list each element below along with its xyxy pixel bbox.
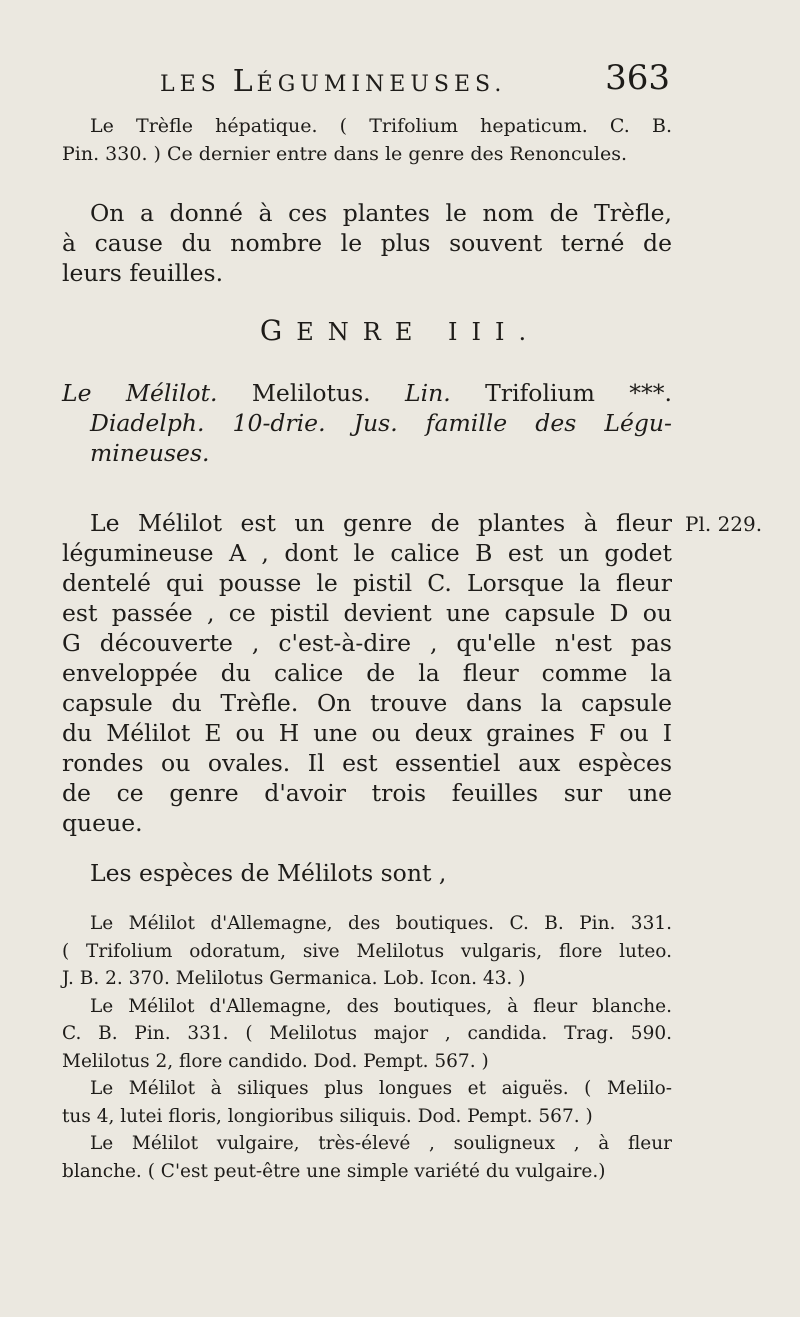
text-line: Les espèces de Mélilots sont , [90,859,447,887]
text-line: enveloppée du calice de la fleur comme la [62,659,672,687]
text-line: est passée , ce pistil devient une capsule D ou [62,599,672,627]
species-line: Melilotus 2, flore candido. Dod. Pempt. 567. ) [62,1050,489,1072]
text-line: Le Trèfle hépatique. ( Trifolium hepaticum. C. B. [90,115,672,137]
running-title [160,64,506,99]
text-line: queue. [62,809,143,837]
text-line: Diadelph. 10-drie. Jus. famille des Légu- [90,409,672,437]
description-paragraph [62,508,672,838]
species-line: Le Mélilot à siliques plus longues et aiguës. ( Melilo- [90,1078,672,1099]
species-line: tus 4, lutei floris, longioribus siliquis. Dod. Pempt. 567. ) [62,1105,593,1127]
top-note [62,112,672,168]
text-line: On a donné à ces plantes le nom de Trèfle, [90,199,672,227]
plate-reference: Pl. 229. [685,512,763,536]
species-line: C. B. Pin. 331. ( Melilotus major , candida. Trag. 590. [62,1023,672,1044]
text-line: mineuses. [90,439,210,467]
page-number: 363 [605,58,670,98]
running-title-part: LES [160,72,233,97]
species-line: blanche. ( C'est peut-être une simple variété du vulgaire.) [62,1160,606,1182]
genre-heading-initial: G [259,314,297,347]
running-title-cap: L [232,64,257,99]
genre-heading-rest: ENRE III. [296,318,541,346]
linnaean-genus: Trifolium ***. [450,379,672,407]
intro-paragraph [62,198,672,288]
species-line: Le Mélilot d'Allemagne, des boutiques. C. B. Pin. 331. [90,913,672,934]
species-line: ( Trifolium odoratum, sive Melilotus vulgaris, flore luteo. [62,940,672,962]
genus-name-latin: Melilotus. [217,379,406,407]
text-line: de ce genre d'avoir trois feuilles sur une [62,779,672,807]
text-line [62,378,672,408]
species-line: J. B. 2. 370. Melilotus Germanica. Lob. Icon. 43. ) [62,968,526,989]
genus-name-french: Le Mélilot. [62,379,218,407]
text-line: G découverte , c'est-à-dire , qu'elle n'est pas [62,629,672,657]
page-header [160,58,680,102]
text-line: du Mélilot E ou H une ou deux graines F ou I [62,719,672,747]
running-title-part: ÉGUMINEUSES. [256,72,507,97]
species-line: Le Mélilot vulgaire, très-élevé , souligneux , à fleur [90,1133,672,1154]
text-line: dentelé qui pousse le pistil C. Lorsque la fleur [62,569,672,597]
text-line: capsule du Trèfle. On trouve dans la capsule [62,689,672,717]
genre-heading [0,314,800,347]
species-list [62,910,672,1185]
text-line: Le Mélilot est un genre de plantes à fleur [90,509,672,537]
text-line: Pin. 330. ) Ce dernier entre dans le genre des Renoncules. [62,143,627,165]
author-abbrev: Lin. [405,379,451,407]
text-line: leurs feuilles. [62,259,224,287]
species-line: Le Mélilot d'Allemagne, des boutiques, à fleur blanche. [90,995,672,1017]
species-heading [62,858,672,888]
text-line: rondes ou ovales. Il est essentiel aux espèces [62,749,672,777]
genus-title [62,378,672,468]
text-line: légumineuse A , dont le calice B est un godet [62,539,672,567]
text-line: à cause du nombre le plus souvent terné de [62,229,672,257]
